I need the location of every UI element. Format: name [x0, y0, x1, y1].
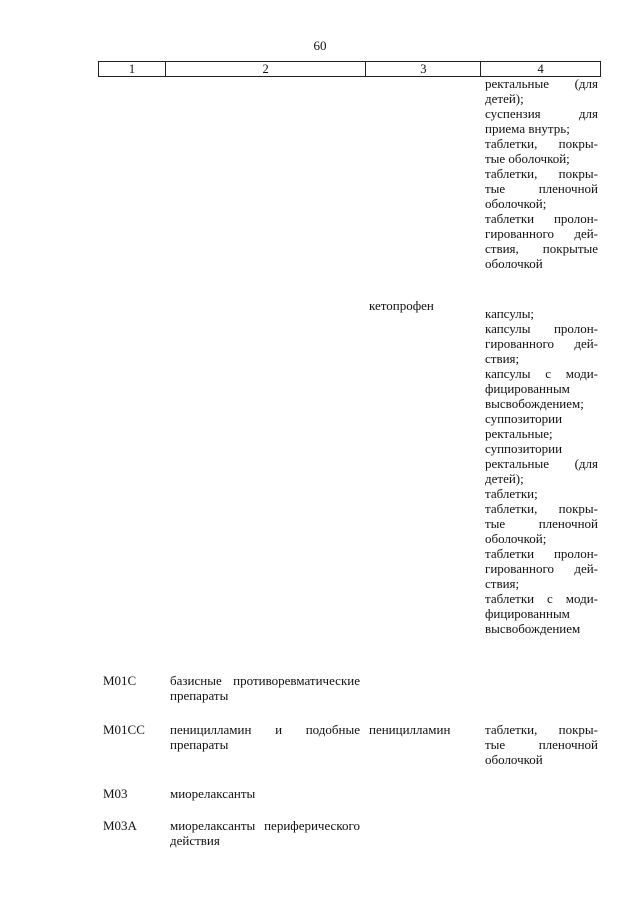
form-line: фицированным: [485, 381, 570, 396]
form-line: оболочкой;: [485, 531, 547, 546]
form-line: таблетки, покры-: [485, 501, 598, 516]
form-line: тые пленочной: [485, 516, 598, 531]
drug-name-penicillamine: пеницилламин: [369, 722, 451, 737]
form-line: гированного дей-: [485, 336, 598, 351]
form-line: тые пленочной: [485, 181, 598, 196]
form-line: таблетки, покры-: [485, 136, 598, 151]
form-line: высвобождением;: [485, 396, 584, 411]
page-number: 60: [313, 38, 327, 53]
header-col-2: 2: [166, 62, 367, 76]
group-name-m01c: базисные противоревматические препараты: [170, 673, 360, 703]
form-line: гированного дей-: [485, 226, 598, 241]
form-line: капсулы с моди-: [485, 366, 598, 381]
form-line: таблетки, покры-: [485, 722, 598, 737]
form-line: оболочкой: [485, 752, 543, 767]
group-name-m01cc: пеницилламин и подобные препараты: [170, 722, 360, 752]
form-line: таблетки, покры-: [485, 166, 598, 181]
form-line: детей);: [485, 91, 524, 106]
form-line: тые оболочкой;: [485, 151, 570, 166]
atc-code-m01cc: M01CC: [103, 722, 145, 737]
header-col-3: 3: [366, 62, 481, 76]
form-line: таблетки;: [485, 486, 538, 501]
form-line: фицированным: [485, 606, 570, 621]
form-line: суппозитории: [485, 441, 563, 456]
atc-code-m01c: M01C: [103, 673, 137, 688]
form-line: гированного дей-: [485, 561, 598, 576]
form-line: суппозитории: [485, 411, 563, 426]
drug-name-ketoprofen: кетопрофен: [369, 298, 434, 313]
header-col-4: 4: [537, 62, 544, 76]
form-line: ствия, покрытые: [485, 241, 598, 256]
form-line: суспензия для: [485, 106, 598, 121]
ketoprofen-dosage-forms: [485, 306, 598, 636]
atc-code-m03: M03: [103, 786, 128, 801]
form-line: оболочкой;: [485, 196, 547, 211]
form-line: высвобождением: [485, 621, 581, 636]
group-name-m03: миорелаксанты: [170, 786, 256, 801]
form-line: ректальные (для: [485, 76, 598, 91]
group-name-m03a: миорелаксанты периферического действия: [170, 818, 360, 848]
penicillamine-dosage-forms: [485, 722, 598, 767]
form-line: ствия;: [485, 351, 520, 366]
continued-dosage-forms: [485, 76, 598, 271]
form-line: детей);: [485, 471, 524, 486]
form-line: таблетки с моди-: [485, 591, 598, 606]
form-line: ствия;: [485, 576, 520, 591]
form-line: таблетки пролон-: [485, 546, 598, 561]
form-line: ректальные (для: [485, 456, 598, 471]
form-line: капсулы пролон-: [485, 321, 598, 336]
atc-code-m03a: M03A: [103, 818, 137, 833]
table-header-row: [98, 61, 601, 77]
form-line: оболочкой: [485, 256, 543, 271]
form-line: ректальные;: [485, 426, 553, 441]
header-col-1: 1: [99, 62, 166, 76]
form-line: таблетки пролон-: [485, 211, 598, 226]
form-line: тые пленочной: [485, 737, 598, 752]
form-line: приема внутрь;: [485, 121, 570, 136]
form-line: капсулы;: [485, 306, 535, 321]
